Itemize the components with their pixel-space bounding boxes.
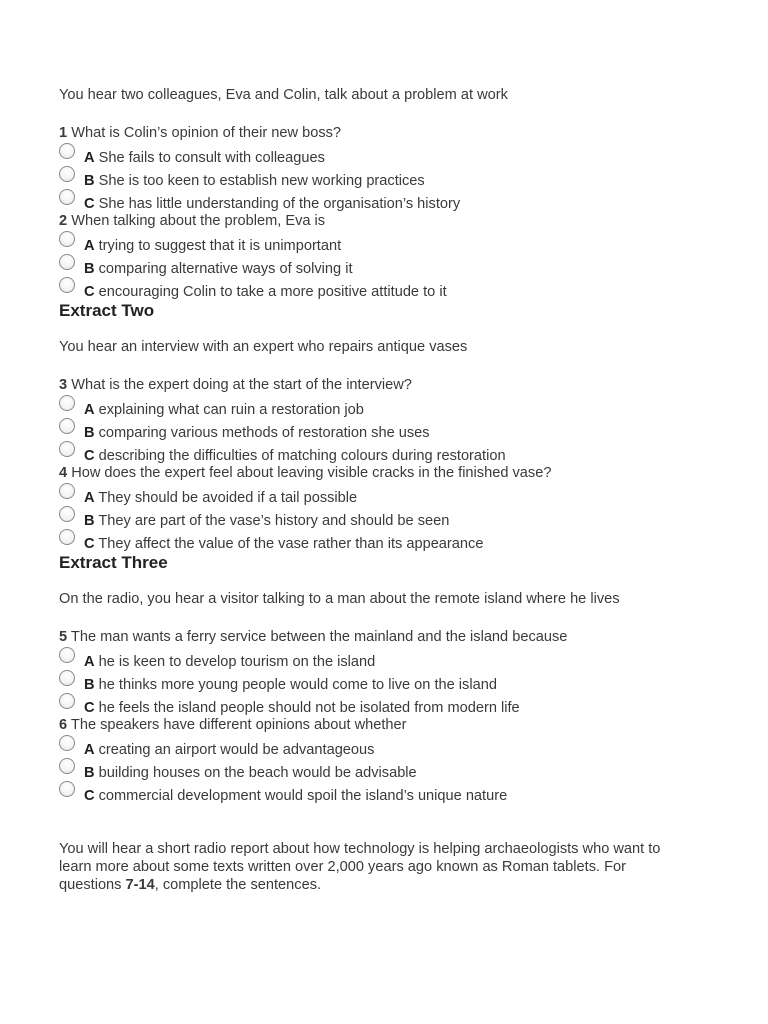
option-text: encouraging Colin to take a more positive attitude to it xyxy=(98,284,447,300)
section-intro: You hear two colleagues, Eva and Colin, talk about a problem at work xyxy=(59,87,508,103)
answer-option[interactable] xyxy=(59,647,699,670)
radio-button[interactable] xyxy=(59,735,75,751)
radio-button[interactable] xyxy=(59,395,75,411)
option-text: describing the difficulties of matching colours during restoration xyxy=(98,448,506,464)
section-3 xyxy=(59,552,699,804)
answer-option[interactable] xyxy=(59,781,699,804)
radio-button[interactable] xyxy=(59,758,75,774)
answer-option[interactable] xyxy=(59,735,699,758)
answer-option[interactable] xyxy=(59,693,699,716)
radio-button[interactable] xyxy=(59,277,75,293)
radio-button[interactable] xyxy=(59,254,75,270)
answer-option[interactable] xyxy=(59,166,699,189)
section-intro: On the radio, you hear a visitor talking to a man about the remote island where he lives xyxy=(59,591,620,607)
option-letter: B xyxy=(84,173,95,189)
option-label xyxy=(59,277,447,307)
radio-button[interactable] xyxy=(59,781,75,797)
radio-button[interactable] xyxy=(59,418,75,434)
option-letter: C xyxy=(84,536,95,552)
question-stem: What is the expert doing at the start of the interview? xyxy=(71,377,412,393)
question-stem: When talking about the problem, Eva is xyxy=(71,213,326,229)
answer-option[interactable] xyxy=(59,189,699,212)
option-letter: B xyxy=(84,677,95,693)
option-text: building houses on the beach would be advisable xyxy=(98,765,417,781)
option-text: She is too keen to establish new working practices xyxy=(98,173,425,189)
option-text: They are part of the vase’s history and should be seen xyxy=(98,513,450,529)
option-label xyxy=(59,441,506,471)
question-number: 3 xyxy=(59,377,68,393)
spacer xyxy=(59,105,699,124)
option-label xyxy=(59,781,507,811)
section-1 xyxy=(59,86,699,300)
section-2 xyxy=(59,300,699,552)
option-text: trying to suggest that it is unimportant xyxy=(98,238,342,254)
option-letter: A xyxy=(84,742,95,758)
option-letter: B xyxy=(84,261,95,277)
option-letter: A xyxy=(84,654,95,670)
question-number: 4 xyxy=(59,465,68,481)
question-block xyxy=(59,376,699,464)
question-stem: What is Colin’s opinion of their new boss? xyxy=(71,125,342,141)
option-text: he thinks more young people would come to live on the island xyxy=(98,677,497,693)
option-text: commercial development would spoil the island’s unique nature xyxy=(98,788,508,804)
question-number: 1 xyxy=(59,125,68,141)
question-stem: How does the expert feel about leaving visible cracks in the finished vase? xyxy=(71,465,552,481)
option-text: comparing various methods of restoration she uses xyxy=(98,425,430,441)
option-text: comparing alternative ways of solving it xyxy=(98,261,353,277)
spacer xyxy=(59,609,699,628)
answer-option[interactable] xyxy=(59,231,699,254)
answer-option[interactable] xyxy=(59,254,699,277)
radio-button[interactable] xyxy=(59,231,75,247)
question-number: 6 xyxy=(59,717,68,733)
question-number: 5 xyxy=(59,629,68,645)
question-number: 2 xyxy=(59,213,68,229)
question-block xyxy=(59,716,699,804)
option-text: he is keen to develop tourism on the island xyxy=(98,654,376,670)
answer-option[interactable] xyxy=(59,506,699,529)
question-stem: The man wants a ferry service between the mainland and the island because xyxy=(70,629,568,645)
option-text: creating an airport would be advantageous xyxy=(98,742,375,758)
option-letter: C xyxy=(84,196,95,212)
option-letter: C xyxy=(84,284,95,300)
option-letter: C xyxy=(84,700,95,716)
question-text xyxy=(59,628,699,647)
question-block xyxy=(59,628,699,716)
instructions-text-end: , complete the sentences. xyxy=(154,877,322,893)
option-label xyxy=(59,693,520,723)
option-text: explaining what can ruin a restoration job xyxy=(98,402,364,418)
option-text: he feels the island people should not be isolated from modern life xyxy=(98,700,520,716)
question-stem: The speakers have different opinions about whether xyxy=(70,717,407,733)
answer-option[interactable] xyxy=(59,418,699,441)
answer-option[interactable] xyxy=(59,529,699,552)
section-intro: You hear an interview with an expert who repairs antique vases xyxy=(59,339,468,355)
radio-button[interactable] xyxy=(59,441,75,457)
option-letter: B xyxy=(84,513,95,529)
option-label xyxy=(59,189,460,219)
radio-button[interactable] xyxy=(59,483,75,499)
option-text: She fails to consult with colleagues xyxy=(98,150,325,166)
option-letter: C xyxy=(84,788,95,804)
option-letter: A xyxy=(84,490,95,506)
answer-option[interactable] xyxy=(59,395,699,418)
extract-title: Extract Two xyxy=(59,301,155,320)
radio-button[interactable] xyxy=(59,693,75,709)
answer-option[interactable] xyxy=(59,670,699,693)
question-range: 7-14 xyxy=(125,877,155,893)
question-block xyxy=(59,212,699,300)
option-text: She has little understanding of the organisation’s history xyxy=(98,196,461,212)
answer-option[interactable] xyxy=(59,441,699,464)
extract-title: Extract Three xyxy=(59,553,168,572)
radio-button[interactable] xyxy=(59,506,75,522)
question-block xyxy=(59,464,699,552)
radio-button[interactable] xyxy=(59,529,75,545)
radio-button[interactable] xyxy=(59,670,75,686)
option-text: They affect the value of the vase rather than its appearance xyxy=(98,536,484,552)
document-body xyxy=(59,86,699,894)
option-text: They should be avoided if a tail possible xyxy=(98,490,358,506)
instructions-text: You will hear a short radio report about how technology is helping archaeologists who want to learn more about some texts written over 2,000 years ago known as Roman tablets. For questions xyxy=(59,841,661,893)
answer-option[interactable] xyxy=(59,143,699,166)
answer-option[interactable] xyxy=(59,277,699,300)
radio-button[interactable] xyxy=(59,189,75,205)
radio-button[interactable] xyxy=(59,166,75,182)
answer-option[interactable] xyxy=(59,483,699,506)
question-text xyxy=(59,124,699,143)
option-letter: B xyxy=(84,765,95,781)
option-label xyxy=(59,529,483,559)
option-letter: A xyxy=(84,238,95,254)
option-letter: A xyxy=(84,402,95,418)
option-letter: A xyxy=(84,150,95,166)
option-letter: C xyxy=(84,448,95,464)
instructions-paragraph xyxy=(59,840,669,894)
option-letter: B xyxy=(84,425,95,441)
radio-button[interactable] xyxy=(59,143,75,159)
answer-option[interactable] xyxy=(59,758,699,781)
question-text xyxy=(59,376,699,395)
question-block xyxy=(59,124,699,212)
radio-button[interactable] xyxy=(59,647,75,663)
spacer xyxy=(59,357,699,376)
